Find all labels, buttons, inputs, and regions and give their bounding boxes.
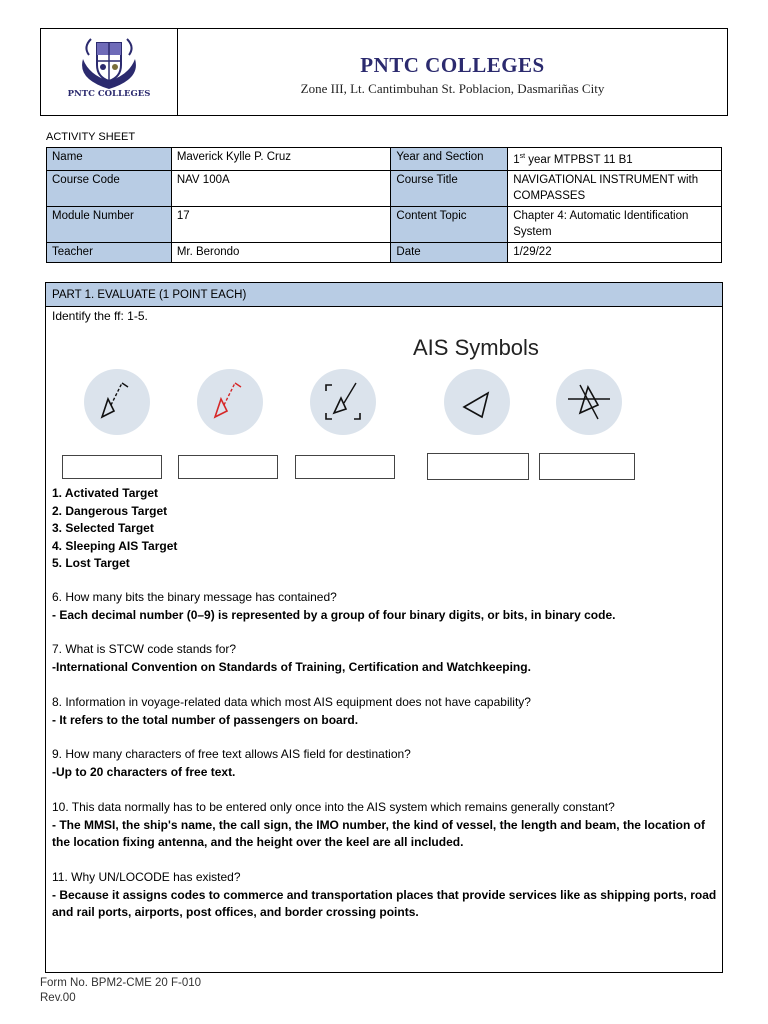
question-6 — [52, 589, 720, 624]
course-title-value: NAVIGATIONAL INSTRUMENT with COMPASSES — [508, 170, 722, 206]
question-text: 10. This data normally has to be entered only once into the AIS system which remains generally constant? — [52, 800, 615, 814]
sleeping-target-icon — [444, 369, 510, 435]
answer-text: - Because it assigns codes to commerce and transportation places that provide services like as shipping ports, road and rail ports, airports, post offices, and border crossing points. — [52, 887, 717, 919]
lost-target-icon — [556, 369, 622, 435]
answer-box[interactable] — [427, 453, 529, 480]
school-crest-icon — [69, 35, 149, 97]
list-item: 1. Activated Target — [52, 486, 159, 500]
content-topic-value: Chapter 4: Automatic Identification System — [508, 206, 722, 242]
question-text: 6. How many bits the binary message has contained? — [52, 590, 337, 604]
form-number: Form No. BPM2-CME 20 F-010 — [40, 977, 202, 989]
answer-text: - It refers to the total number of passengers on board. — [52, 712, 359, 727]
school-name: PNTC COLLEGES — [360, 53, 545, 77]
date-value: 1/29/22 — [508, 242, 722, 262]
answer-text: -Up to 20 characters of free text. — [52, 764, 236, 779]
question-text: 9. How many characters of free text allows AIS field for destination? — [52, 747, 411, 761]
year-rest: year MTPBST 11 B1 — [525, 153, 633, 166]
question-8 — [52, 694, 720, 729]
part1-section — [45, 282, 723, 973]
question-text: 11. Why UN/LOCODE has existed? — [52, 870, 241, 884]
answer-box[interactable] — [178, 455, 278, 479]
answers-list — [52, 485, 177, 573]
instruction: Identify the ff: 1-5. — [52, 309, 148, 323]
name-label: Name — [47, 148, 172, 171]
course-code-value: NAV 100A — [171, 170, 391, 206]
name-value: Maverick Kylle P. Cruz — [171, 148, 391, 171]
course-code-label: Course Code — [47, 170, 172, 206]
answer-text: - Each decimal number (0–9) is represented by a group of four binary digits, or bits, in binary code. — [52, 607, 616, 622]
list-item: 5. Lost Target — [52, 556, 130, 570]
ais-symbols-title: AIS Symbols — [413, 335, 539, 360]
year-section-label: Year and Section — [391, 148, 508, 171]
part1-header: PART 1. EVALUATE (1 POINT EACH) — [46, 283, 722, 307]
year-section-value — [508, 148, 722, 171]
question-10 — [52, 799, 722, 852]
info-row — [47, 242, 722, 262]
form-footer — [40, 976, 201, 1005]
logo-cell — [41, 29, 178, 115]
year-ordinal: st — [519, 153, 526, 160]
answer-text: -International Convention on Standards of Training, Certification and Watchkeeping. — [52, 659, 531, 674]
answer-text: - The MMSI, the ship's name, the call sign, the IMO number, the kind of vessel, the length and beam, the location of the location fixing antenna, and the height over the keel are all included. — [52, 817, 705, 849]
year-number: 1 — [513, 153, 520, 166]
course-title-label: Course Title — [391, 170, 508, 206]
logo-text: PNTC COLLEGES — [67, 89, 151, 99]
module-number-value: 17 — [171, 206, 391, 242]
module-number-label: Module Number — [47, 206, 172, 242]
info-row — [47, 206, 722, 242]
school-address: Zone III, Lt. Cantimbuhan St. Poblacion, Dasmariñas City — [300, 81, 605, 96]
teacher-value: Mr. Berondo — [171, 242, 391, 262]
school-header — [40, 28, 728, 116]
selected-target-icon — [310, 369, 376, 435]
list-item: 3. Selected Target — [52, 521, 154, 535]
list-item: 4. Sleeping AIS Target — [52, 538, 178, 553]
answer-box[interactable] — [295, 455, 395, 479]
question-text: 8. Information in voyage-related data which most AIS equipment does not have capability? — [52, 695, 531, 709]
question-7 — [52, 641, 720, 676]
activated-target-icon — [84, 369, 150, 435]
content-topic-label: Content Topic — [391, 206, 508, 242]
answer-box[interactable] — [539, 453, 635, 480]
question-text: 7. What is STCW code stands for? — [52, 642, 237, 656]
date-label: Date — [391, 242, 508, 262]
info-table — [46, 147, 722, 263]
activity-sheet-label: ACTIVITY SHEET — [46, 131, 136, 143]
info-row — [47, 170, 722, 206]
question-9 — [52, 746, 720, 781]
revision: Rev.00 — [40, 991, 76, 1004]
list-item: 2. Dangerous Target — [52, 503, 168, 518]
teacher-label: Teacher — [47, 242, 172, 262]
question-11 — [52, 869, 722, 922]
info-row — [47, 148, 722, 171]
dangerous-target-icon — [197, 369, 263, 435]
answer-box[interactable] — [62, 455, 162, 479]
